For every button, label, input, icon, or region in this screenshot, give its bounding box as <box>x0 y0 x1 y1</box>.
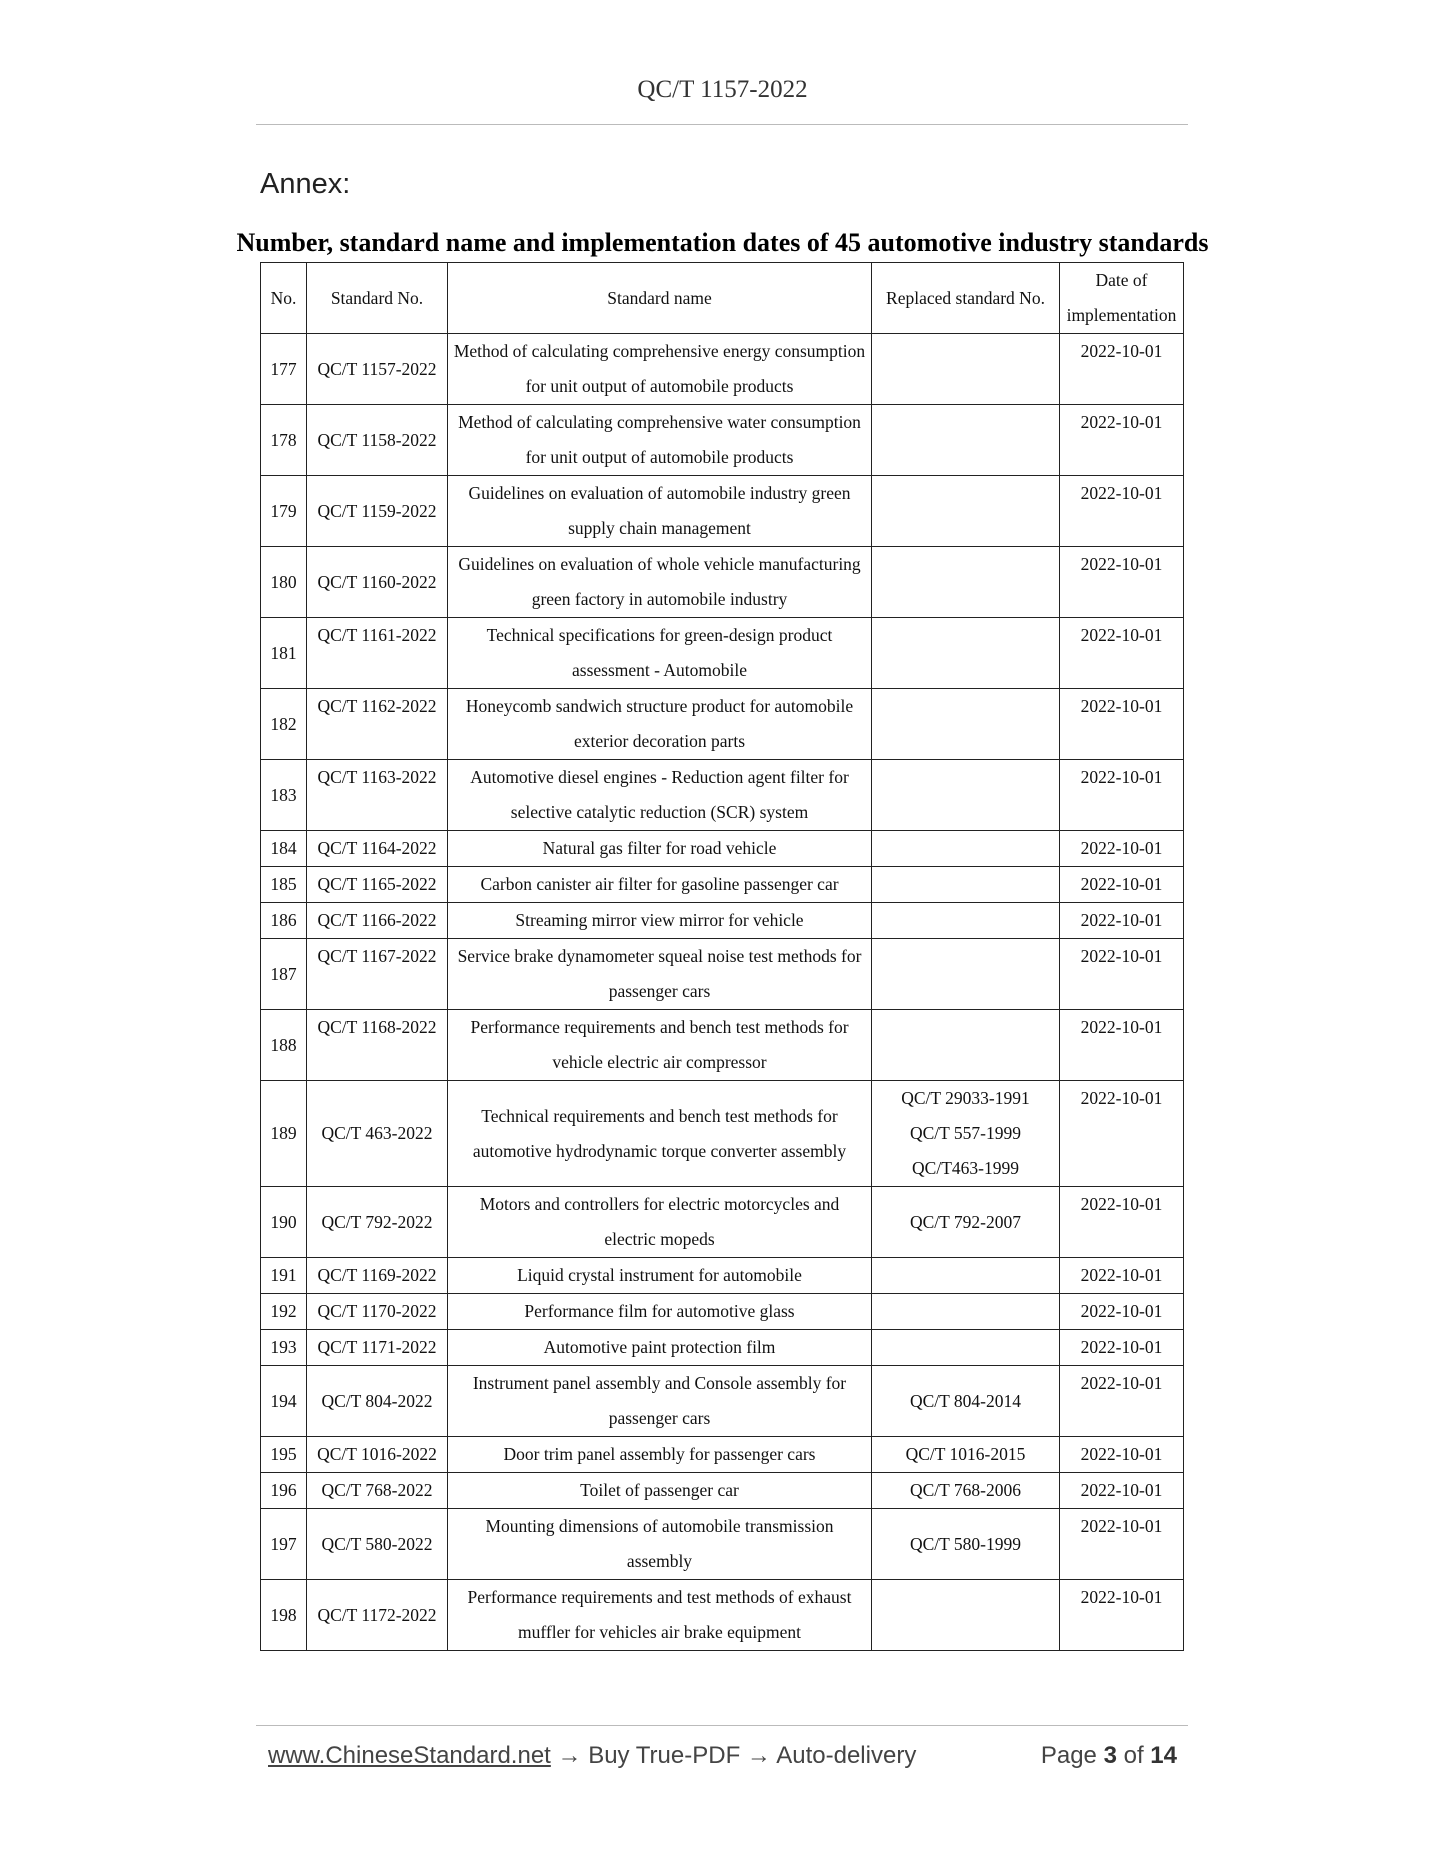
cell-standard-name-line: Streaming mirror view mirror for vehicle <box>515 910 804 930</box>
cell-replaced <box>872 1187 1060 1258</box>
cell-date: 2022-10-01 <box>1060 618 1184 689</box>
cell-date: 2022-10-01 <box>1060 689 1184 760</box>
table-caption: Number, standard name and implementation dates of 45 automotive industry standards <box>236 228 1209 257</box>
cell-no: 196 <box>261 1473 307 1509</box>
table-row <box>261 405 1184 476</box>
cell-replaced-line: QC/T 557-1999 <box>910 1123 1021 1143</box>
page-total: 14 <box>1150 1742 1177 1769</box>
cell-standard-name <box>448 1580 872 1651</box>
cell-replaced <box>872 867 1060 903</box>
cell-date: 2022-10-01 <box>1060 476 1184 547</box>
cell-date: 2022-10-01 <box>1060 867 1184 903</box>
cell-standard-name-line: Guidelines on evaluation of whole vehicle manufacturing <box>458 554 861 574</box>
cell-standard-name-line: Honeycomb sandwich structure product for automobile <box>465 696 854 716</box>
table-row <box>261 1081 1184 1187</box>
table-row <box>261 689 1184 760</box>
table-row <box>261 1580 1184 1651</box>
cell-standard-name-line: for unit output of automobile products <box>525 376 794 396</box>
cell-standard-name-line: Natural gas filter for road vehicle <box>542 838 777 858</box>
col-header-no: No. <box>261 263 307 334</box>
cell-standard-name-line: assessment - Automobile <box>572 660 747 680</box>
cell-replaced <box>872 831 1060 867</box>
cell-replaced <box>872 334 1060 405</box>
cell-standard-name <box>448 618 872 689</box>
cell-date: 2022-10-01 <box>1060 1258 1184 1294</box>
cell-replaced <box>872 1330 1060 1366</box>
cell-standard-name-line: Door trim panel assembly for passenger cars <box>503 1444 816 1464</box>
table-row <box>261 1330 1184 1366</box>
cell-no: 177 <box>261 334 307 405</box>
cell-no: 194 <box>261 1366 307 1437</box>
cell-standard-no: QC/T 1166-2022 <box>307 903 448 939</box>
cell-replaced <box>872 1509 1060 1580</box>
cell-standard-name <box>448 1473 872 1509</box>
cell-no: 193 <box>261 1330 307 1366</box>
table-row <box>261 1294 1184 1330</box>
table-row <box>261 1366 1184 1437</box>
page-current: 3 <box>1103 1742 1117 1769</box>
cell-no: 190 <box>261 1187 307 1258</box>
cell-standard-no: QC/T 1169-2022 <box>307 1258 448 1294</box>
cell-no: 181 <box>261 618 307 689</box>
standards-table <box>260 262 1184 1651</box>
cell-standard-name <box>448 1294 872 1330</box>
col-header-standard-no: Standard No. <box>307 263 448 334</box>
cell-date: 2022-10-01 <box>1060 1081 1184 1187</box>
cell-standard-no: QC/T 1165-2022 <box>307 867 448 903</box>
table-row <box>261 1473 1184 1509</box>
cell-standard-name-line: vehicle electric air compressor <box>552 1052 767 1072</box>
cell-standard-name-line: Liquid crystal instrument for automobile <box>517 1265 802 1285</box>
cell-standard-name <box>448 1010 872 1081</box>
cell-no: 178 <box>261 405 307 476</box>
cell-standard-name-line: exterior decoration parts <box>573 731 746 751</box>
cell-no: 180 <box>261 547 307 618</box>
table-row <box>261 1187 1184 1258</box>
cell-standard-name-line: Toilet of passenger car <box>580 1480 739 1500</box>
cell-standard-name <box>448 939 872 1010</box>
cell-no: 182 <box>261 689 307 760</box>
cell-replaced <box>872 1258 1060 1294</box>
cell-replaced <box>872 476 1060 547</box>
cell-standard-no: QC/T 768-2022 <box>307 1473 448 1509</box>
cell-standard-name-line: Technical requirements and bench test methods for <box>481 1105 838 1126</box>
cell-no: 185 <box>261 867 307 903</box>
cell-standard-name <box>448 903 872 939</box>
cell-standard-no: QC/T 1172-2022 <box>307 1580 448 1651</box>
cell-standard-no: QC/T 1164-2022 <box>307 831 448 867</box>
cell-no: 197 <box>261 1509 307 1580</box>
cell-standard-name <box>448 405 872 476</box>
cell-replaced <box>872 1366 1060 1437</box>
cell-standard-no: QC/T 580-2022 <box>307 1509 448 1580</box>
cell-no: 187 <box>261 939 307 1010</box>
auto-delivery-text: Auto-delivery <box>776 1742 917 1769</box>
cell-replaced-line: QC/T 29033-1991 <box>901 1088 1030 1108</box>
cell-date: 2022-10-01 <box>1060 1010 1184 1081</box>
buy-true-pdf-text: Buy True-PDF <box>588 1742 741 1769</box>
cell-replaced-line: QC/T463-1999 <box>912 1158 1019 1178</box>
cell-standard-name <box>448 1330 872 1366</box>
cell-standard-name <box>448 1437 872 1473</box>
cell-date: 2022-10-01 <box>1060 1473 1184 1509</box>
cell-replaced <box>872 618 1060 689</box>
cell-replaced <box>872 1437 1060 1473</box>
cell-standard-name <box>448 334 872 405</box>
table-row <box>261 939 1184 1010</box>
cell-standard-name-line: muffler for vehicles air brake equipment <box>518 1622 801 1642</box>
arrow-icon: → <box>746 1742 771 1769</box>
cell-date: 2022-10-01 <box>1060 1580 1184 1651</box>
cell-standard-name-line: assembly <box>626 1551 693 1571</box>
table-row <box>261 476 1184 547</box>
cell-replaced <box>872 1081 1060 1187</box>
table-row <box>261 1509 1184 1580</box>
cell-replaced <box>872 760 1060 831</box>
table-row <box>261 831 1184 867</box>
col-header-replaced: Replaced standard No. <box>872 263 1060 334</box>
cell-no: 188 <box>261 1010 307 1081</box>
cell-standard-name <box>448 1366 872 1437</box>
cell-replaced <box>872 547 1060 618</box>
footer-promo <box>268 1742 916 1770</box>
table-row <box>261 903 1184 939</box>
cell-no: 184 <box>261 831 307 867</box>
page-word: Page <box>1040 1742 1097 1769</box>
cell-date: 2022-10-01 <box>1060 1294 1184 1330</box>
header-divider <box>256 124 1188 125</box>
cell-standard-name-line: Instrument panel assembly and Console assembly for <box>472 1373 847 1393</box>
cell-standard-name <box>448 760 872 831</box>
cell-standard-name-line: Guidelines on evaluation of automobile industry green <box>468 483 851 503</box>
cell-no: 189 <box>261 1081 307 1187</box>
col-header-date-line2: implementation <box>1066 305 1177 325</box>
cell-standard-no: QC/T 463-2022 <box>307 1081 448 1187</box>
table-row <box>261 334 1184 405</box>
cell-standard-no: QC/T 1170-2022 <box>307 1294 448 1330</box>
cell-standard-no: QC/T 1167-2022 <box>307 939 448 1010</box>
cell-standard-no: QC/T 1158-2022 <box>307 405 448 476</box>
cell-standard-name-line: Method of calculating comprehensive water consumption <box>458 412 861 432</box>
cell-standard-name-line: Performance requirements and bench test methods for <box>470 1017 849 1037</box>
cell-standard-name-line: Mounting dimensions of automobile transmission <box>485 1516 834 1536</box>
cell-standard-name-line: passenger cars <box>608 981 711 1001</box>
cell-date: 2022-10-01 <box>1060 334 1184 405</box>
cell-standard-name-line: Carbon canister air filter for gasoline passenger car <box>480 874 839 894</box>
cell-replaced-line: QC/T 1016-2015 <box>905 1444 1026 1464</box>
cell-standard-name-line: Service brake dynamometer squeal noise test methods for <box>457 946 862 966</box>
cell-standard-no: QC/T 1168-2022 <box>307 1010 448 1081</box>
cell-standard-no: QC/T 1161-2022 <box>307 618 448 689</box>
cell-standard-name <box>448 1081 872 1187</box>
site-link[interactable]: www.ChineseStandard.net <box>268 1742 551 1769</box>
cell-standard-name-line: electric mopeds <box>604 1229 715 1249</box>
cell-no: 191 <box>261 1258 307 1294</box>
cell-replaced <box>872 903 1060 939</box>
cell-standard-no: QC/T 1159-2022 <box>307 476 448 547</box>
cell-standard-name <box>448 689 872 760</box>
cell-standard-no: QC/T 1163-2022 <box>307 760 448 831</box>
cell-date: 2022-10-01 <box>1060 903 1184 939</box>
of-word: of <box>1123 1742 1144 1769</box>
cell-standard-no: QC/T 792-2022 <box>307 1187 448 1258</box>
document-code-header: QC/T 1157-2022 <box>637 76 808 103</box>
cell-standard-name <box>448 1258 872 1294</box>
cell-standard-name-line: automotive hydrodynamic torque converter assembly <box>472 1140 847 1161</box>
cell-replaced <box>872 1294 1060 1330</box>
cell-date: 2022-10-01 <box>1060 1187 1184 1258</box>
cell-replaced-line: QC/T 768-2006 <box>910 1480 1021 1500</box>
cell-replaced-line: QC/T 580-1999 <box>910 1533 1021 1554</box>
cell-replaced <box>872 405 1060 476</box>
cell-standard-no: QC/T 804-2022 <box>307 1366 448 1437</box>
arrow-icon: → <box>557 1742 582 1769</box>
table-row <box>261 760 1184 831</box>
cell-replaced <box>872 939 1060 1010</box>
cell-date: 2022-10-01 <box>1060 547 1184 618</box>
cell-date: 2022-10-01 <box>1060 1366 1184 1437</box>
cell-standard-name <box>448 1187 872 1258</box>
cell-replaced <box>872 1473 1060 1509</box>
table-row <box>261 618 1184 689</box>
cell-standard-name-line: for unit output of automobile products <box>525 447 794 467</box>
table-row <box>261 1437 1184 1473</box>
cell-date: 2022-10-01 <box>1060 760 1184 831</box>
cell-standard-name-line: Motors and controllers for electric motorcycles and <box>479 1194 840 1214</box>
cell-date: 2022-10-01 <box>1060 405 1184 476</box>
cell-standard-no: QC/T 1157-2022 <box>307 334 448 405</box>
cell-replaced <box>872 1010 1060 1081</box>
table-header-row <box>261 263 1184 334</box>
cell-standard-no: QC/T 1016-2022 <box>307 1437 448 1473</box>
cell-no: 179 <box>261 476 307 547</box>
cell-standard-no: QC/T 1162-2022 <box>307 689 448 760</box>
cell-replaced <box>872 689 1060 760</box>
table-row <box>261 1258 1184 1294</box>
cell-standard-name-line: green factory in automobile industry <box>531 589 788 609</box>
annex-label: Annex: <box>260 168 351 200</box>
cell-standard-name-line: passenger cars <box>608 1408 711 1428</box>
cell-standard-name-line: supply chain management <box>568 518 751 538</box>
table-row <box>261 867 1184 903</box>
cell-date: 2022-10-01 <box>1060 1437 1184 1473</box>
cell-date: 2022-10-01 <box>1060 831 1184 867</box>
cell-standard-name-line: Method of calculating comprehensive energy consumption <box>453 341 866 361</box>
cell-no: 195 <box>261 1437 307 1473</box>
cell-replaced <box>872 1580 1060 1651</box>
cell-date: 2022-10-01 <box>1060 939 1184 1010</box>
col-header-date-line1: Date of <box>1095 270 1148 290</box>
cell-standard-no: QC/T 1171-2022 <box>307 1330 448 1366</box>
cell-no: 183 <box>261 760 307 831</box>
cell-no: 198 <box>261 1580 307 1651</box>
cell-standard-name <box>448 867 872 903</box>
cell-date: 2022-10-01 <box>1060 1509 1184 1580</box>
cell-replaced-line: QC/T 792-2007 <box>910 1211 1021 1232</box>
table-row <box>261 547 1184 618</box>
table-body <box>261 334 1184 1651</box>
col-header-date <box>1060 263 1184 334</box>
page-indicator <box>1041 1742 1177 1770</box>
cell-date: 2022-10-01 <box>1060 1330 1184 1366</box>
cell-standard-name-line: selective catalytic reduction (SCR) system <box>510 802 809 822</box>
cell-replaced-line: QC/T 804-2014 <box>910 1390 1021 1411</box>
cell-standard-name <box>448 1509 872 1580</box>
cell-no: 192 <box>261 1294 307 1330</box>
cell-standard-name-line: Automotive paint protection film <box>543 1337 776 1357</box>
cell-standard-name <box>448 547 872 618</box>
cell-standard-name <box>448 831 872 867</box>
cell-standard-name-line: Performance requirements and test methods of exhaust <box>467 1587 852 1607</box>
cell-standard-name-line: Automotive diesel engines - Reduction agent filter for <box>470 767 849 787</box>
cell-standard-name-line: Performance film for automotive glass <box>524 1301 795 1321</box>
col-header-standard-name: Standard name <box>448 263 872 334</box>
cell-standard-name-line: Technical specifications for green-design product <box>486 625 833 645</box>
footer-divider <box>256 1725 1188 1726</box>
cell-no: 186 <box>261 903 307 939</box>
cell-standard-no: QC/T 1160-2022 <box>307 547 448 618</box>
cell-standard-name <box>448 476 872 547</box>
table-row <box>261 1010 1184 1081</box>
